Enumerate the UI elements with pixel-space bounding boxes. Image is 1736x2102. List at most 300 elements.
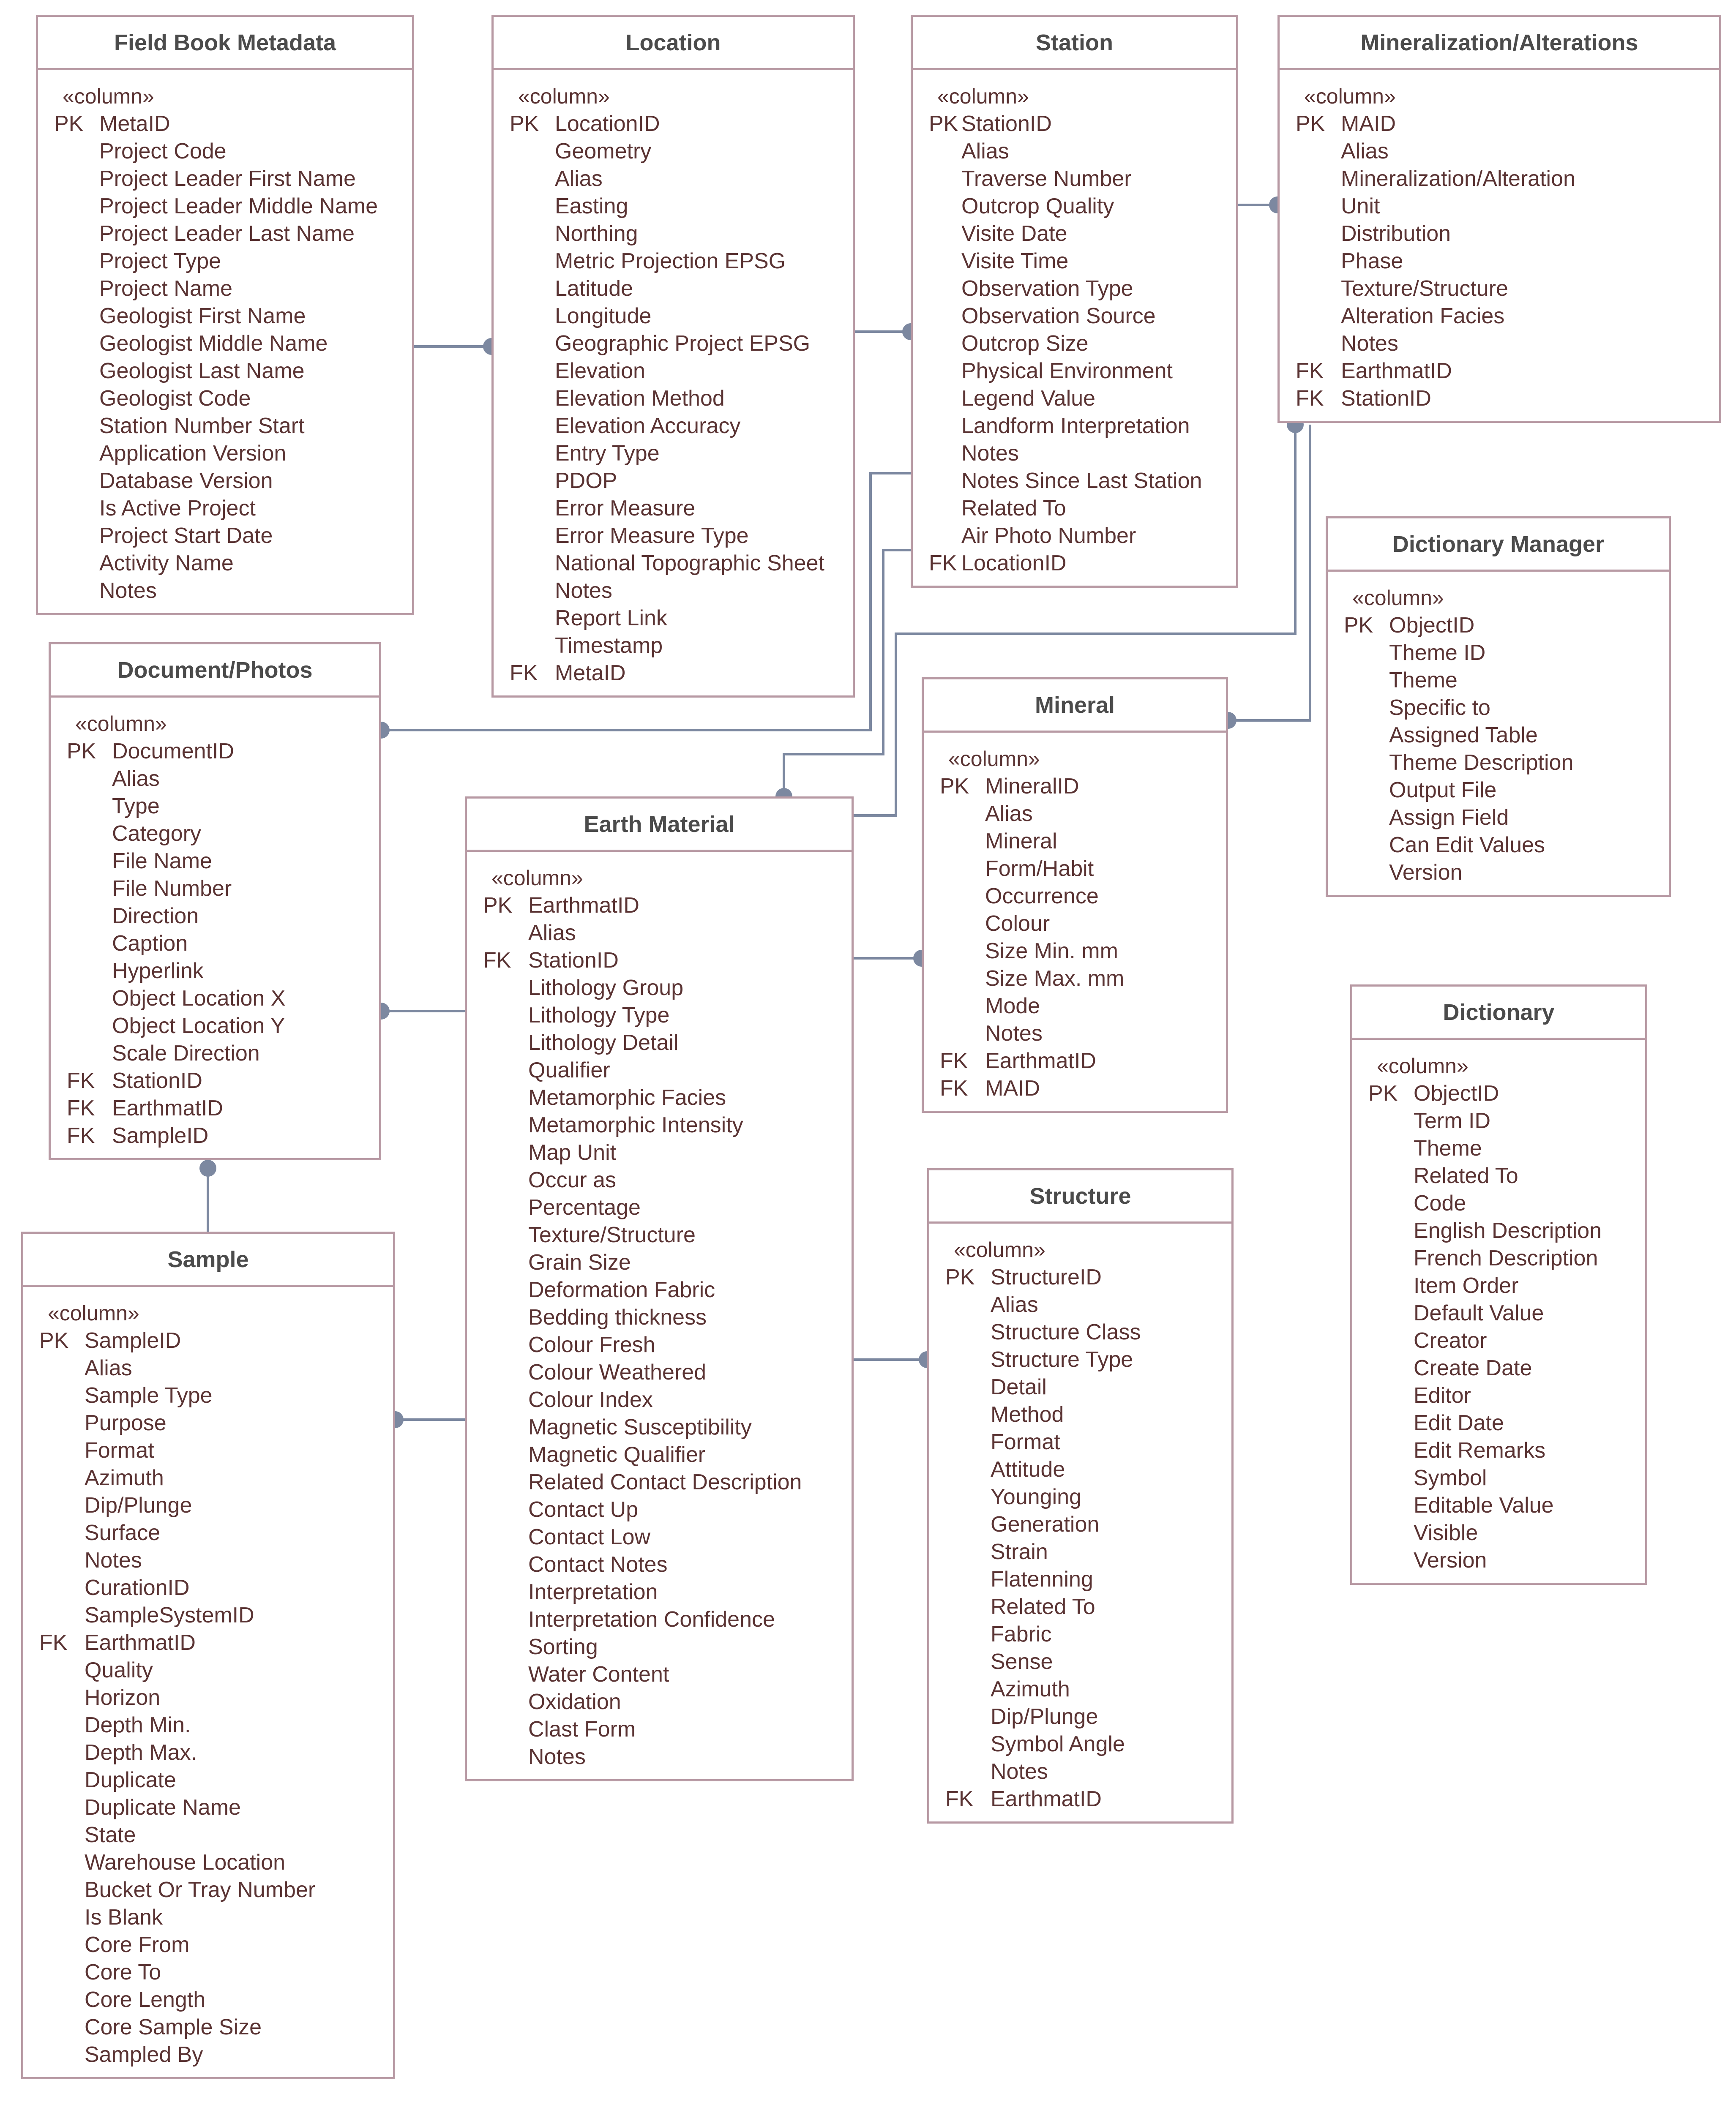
field-name: Geometry xyxy=(555,139,652,164)
field-name: Item Order xyxy=(1414,1273,1519,1298)
key-marker xyxy=(54,303,99,330)
column-row xyxy=(924,855,1226,883)
column-row xyxy=(929,1703,1231,1731)
key-marker xyxy=(39,1437,85,1464)
table-title: Earth Material xyxy=(467,799,852,852)
column-row xyxy=(1280,248,1719,275)
column-row xyxy=(38,577,412,605)
key-marker xyxy=(940,828,985,855)
field-name: Alias xyxy=(528,921,576,945)
column-row xyxy=(1352,1107,1645,1135)
key-marker xyxy=(510,385,555,412)
field-name: Flatenning xyxy=(991,1567,1093,1592)
field-name: Generation xyxy=(991,1512,1100,1537)
field-name: Colour Index xyxy=(528,1388,653,1412)
field-name: Unit xyxy=(1341,194,1380,218)
field-name: Edit Remarks xyxy=(1414,1438,1546,1463)
column-row xyxy=(913,220,1236,248)
column-row xyxy=(467,1194,852,1221)
key-marker xyxy=(1344,804,1389,832)
key-marker: FK xyxy=(945,1787,974,1811)
field-name: PDOP xyxy=(555,469,617,493)
column-row xyxy=(23,1602,393,1629)
column-row xyxy=(51,820,379,848)
table-columns xyxy=(913,70,1236,586)
key-marker xyxy=(929,330,961,357)
column-row xyxy=(1352,1272,1645,1300)
column-row xyxy=(467,1029,852,1057)
column-row xyxy=(1280,357,1719,385)
field-name: EarthmatID xyxy=(85,1630,196,1655)
field-name: Version xyxy=(1389,860,1463,885)
column-row xyxy=(929,1291,1231,1319)
column-row xyxy=(494,440,853,467)
key-marker xyxy=(1368,1464,1414,1492)
key-marker: PK xyxy=(67,739,96,763)
column-row xyxy=(467,1139,852,1167)
table-docphotos xyxy=(49,642,381,1160)
key-marker xyxy=(929,138,961,165)
key-marker xyxy=(67,793,112,820)
key-marker: FK xyxy=(510,661,538,685)
key-marker xyxy=(945,1538,991,1566)
key-marker: PK xyxy=(945,1265,975,1290)
key-marker xyxy=(483,1359,528,1386)
table-columns xyxy=(1352,1040,1645,1583)
key-marker xyxy=(945,1648,991,1676)
field-name: Format xyxy=(85,1438,154,1463)
column-row xyxy=(51,1067,379,1095)
field-name: Term ID xyxy=(1414,1109,1490,1133)
field-name: Easting xyxy=(555,194,628,218)
key-marker xyxy=(510,330,555,357)
column-row xyxy=(51,765,379,793)
column-row xyxy=(924,992,1226,1020)
table-sample xyxy=(21,1232,395,2079)
field-name: Metamorphic Facies xyxy=(528,1085,726,1110)
key-marker: PK xyxy=(510,112,539,136)
key-marker xyxy=(929,440,961,467)
field-name: Duplicate xyxy=(85,1768,176,1792)
field-name: Fabric xyxy=(991,1622,1052,1647)
column-row xyxy=(1352,1162,1645,1190)
column-row xyxy=(23,1821,393,1849)
field-name: Metamorphic Intensity xyxy=(528,1113,743,1137)
key-marker xyxy=(929,522,961,550)
field-name: DocumentID xyxy=(112,739,234,763)
column-row xyxy=(467,1661,852,1688)
column-stereotype: «column» xyxy=(518,85,610,108)
field-name: Database Version xyxy=(99,469,273,493)
field-name: Geologist Last Name xyxy=(99,359,305,383)
field-name: Station Number Start xyxy=(99,414,305,438)
field-name: Notes xyxy=(99,578,157,603)
key-marker xyxy=(483,1084,528,1112)
column-row xyxy=(494,275,853,303)
column-row xyxy=(1352,1464,1645,1492)
field-name: Oxidation xyxy=(528,1690,621,1714)
field-name: MineralID xyxy=(985,774,1079,799)
column-row xyxy=(467,947,852,974)
key-marker xyxy=(483,1167,528,1194)
key-marker xyxy=(1368,1300,1414,1327)
field-name: Bedding thickness xyxy=(528,1305,707,1330)
field-name: Scale Direction xyxy=(112,1041,260,1066)
field-name: Geographic Project EPSG xyxy=(555,331,811,356)
key-marker xyxy=(67,902,112,930)
key-marker: FK xyxy=(940,1049,968,1073)
field-name: Physical Environment xyxy=(961,359,1173,383)
key-marker xyxy=(39,1959,85,1986)
key-marker xyxy=(483,1716,528,1743)
column-row xyxy=(1328,777,1669,804)
field-name: Detail xyxy=(991,1375,1047,1399)
key-marker xyxy=(929,220,961,248)
field-name: Project Type xyxy=(99,249,221,273)
field-name: Type xyxy=(112,794,160,818)
column-row xyxy=(929,1731,1231,1758)
field-name: Lithology Detail xyxy=(528,1031,679,1055)
key-marker: FK xyxy=(39,1630,68,1655)
table-station xyxy=(911,15,1238,588)
column-row xyxy=(467,1743,852,1771)
field-name: Colour Fresh xyxy=(528,1333,655,1357)
key-marker xyxy=(1368,1272,1414,1300)
column-row xyxy=(1328,667,1669,694)
connector-end-dot xyxy=(199,1160,216,1177)
column-row xyxy=(51,1095,379,1122)
column-row xyxy=(467,1386,852,1414)
field-name: Quality xyxy=(85,1658,153,1682)
key-marker xyxy=(67,957,112,985)
field-name: Sampled By xyxy=(85,2042,203,2067)
column-row xyxy=(38,165,412,193)
key-marker: FK xyxy=(67,1123,95,1148)
field-name: Elevation Method xyxy=(555,386,725,411)
column-row xyxy=(924,828,1226,855)
key-marker xyxy=(483,1112,528,1139)
table-mineral xyxy=(922,677,1228,1113)
column-row xyxy=(23,1684,393,1712)
field-name: Method xyxy=(991,1402,1064,1427)
field-name: Specific to xyxy=(1389,695,1490,720)
column-row xyxy=(929,1511,1231,1538)
column-row xyxy=(467,892,852,919)
key-marker xyxy=(929,412,961,440)
field-name: Editable Value xyxy=(1414,1493,1554,1518)
column-row xyxy=(494,193,853,220)
column-row xyxy=(1352,1382,1645,1410)
column-row xyxy=(913,467,1236,495)
field-name: Surface xyxy=(85,1521,161,1545)
key-marker xyxy=(67,765,112,793)
field-name: Traverse Number xyxy=(961,166,1132,191)
column-row xyxy=(494,605,853,632)
key-marker xyxy=(945,1291,991,1319)
column-row xyxy=(51,902,379,930)
column-row xyxy=(929,1264,1231,1291)
key-marker xyxy=(39,1986,85,2014)
field-name: Outcrop Size xyxy=(961,331,1089,356)
table-mineralization xyxy=(1277,15,1721,423)
relationship-earthmat-mineral xyxy=(854,950,930,967)
key-marker: PK xyxy=(1368,1081,1398,1106)
field-name: Geologist Code xyxy=(99,386,251,411)
column-row xyxy=(494,660,853,687)
key-marker xyxy=(483,1304,528,1331)
column-row xyxy=(51,1012,379,1040)
key-marker xyxy=(39,2014,85,2041)
table-columns xyxy=(1280,70,1719,421)
table-dictionary xyxy=(1350,984,1647,1585)
column-row xyxy=(23,2014,393,2041)
key-marker: FK xyxy=(67,1069,95,1093)
key-marker xyxy=(510,467,555,495)
field-name: Contact Low xyxy=(528,1525,651,1549)
key-marker xyxy=(945,1456,991,1483)
key-marker xyxy=(1344,667,1389,694)
key-marker xyxy=(929,275,961,303)
field-name: Azimuth xyxy=(991,1677,1070,1701)
column-row xyxy=(494,632,853,660)
field-name: Creator xyxy=(1414,1328,1487,1353)
key-marker xyxy=(945,1566,991,1593)
table-title: Structure xyxy=(929,1170,1231,1224)
key-marker xyxy=(1344,832,1389,859)
table-structure xyxy=(927,1168,1234,1824)
column-row xyxy=(23,1629,393,1657)
field-name: EarthmatID xyxy=(528,893,639,918)
table-title: Location xyxy=(494,17,853,70)
key-marker xyxy=(39,1821,85,1849)
field-name: Project Leader Last Name xyxy=(99,221,355,246)
key-marker: PK xyxy=(1344,613,1373,638)
column-row xyxy=(467,1002,852,1029)
column-row xyxy=(494,385,853,412)
field-name: Clast Form xyxy=(528,1717,636,1742)
column-row xyxy=(913,193,1236,220)
field-name: Object Location Y xyxy=(112,1014,285,1038)
column-row xyxy=(51,1122,379,1150)
column-row xyxy=(929,1758,1231,1786)
field-name: CurationID xyxy=(85,1576,190,1600)
key-marker xyxy=(483,1221,528,1249)
key-marker xyxy=(1296,165,1341,193)
key-marker xyxy=(483,1386,528,1414)
field-name: Hyperlink xyxy=(112,959,204,983)
key-marker xyxy=(1344,749,1389,777)
field-name: Notes xyxy=(961,441,1019,466)
field-name: Notes Since Last Station xyxy=(961,469,1202,493)
column-row xyxy=(1352,1135,1645,1162)
key-marker xyxy=(945,1319,991,1346)
field-name: French Description xyxy=(1414,1246,1598,1270)
column-row xyxy=(51,957,379,985)
column-row xyxy=(913,522,1236,550)
key-marker xyxy=(54,495,99,522)
key-marker xyxy=(39,1519,85,1547)
column-row xyxy=(23,1492,393,1519)
key-marker xyxy=(483,1661,528,1688)
column-row xyxy=(23,1876,393,1904)
table-columns xyxy=(494,70,853,695)
key-marker xyxy=(510,412,555,440)
column-stereotype: «column» xyxy=(491,866,583,890)
key-marker xyxy=(510,495,555,522)
column-row xyxy=(51,1040,379,1067)
column-stereotype: «column» xyxy=(1304,85,1396,108)
field-name: Sorting xyxy=(528,1635,598,1659)
field-name: Direction xyxy=(112,904,199,928)
column-row xyxy=(924,883,1226,910)
key-marker xyxy=(39,1931,85,1959)
field-name: Alias xyxy=(991,1292,1038,1317)
column-row xyxy=(929,1429,1231,1456)
key-marker: PK xyxy=(1296,112,1325,136)
column-row xyxy=(51,985,379,1012)
column-row xyxy=(913,412,1236,440)
field-name: Alias xyxy=(112,766,160,791)
key-marker xyxy=(510,303,555,330)
key-marker xyxy=(483,1331,528,1359)
column-row xyxy=(38,248,412,275)
field-name: Notes xyxy=(1341,331,1398,356)
field-name: Notes xyxy=(985,1021,1043,1046)
column-row xyxy=(467,1167,852,1194)
key-marker xyxy=(510,275,555,303)
column-row xyxy=(1280,110,1719,138)
column-row xyxy=(929,1483,1231,1511)
column-row xyxy=(929,1621,1231,1648)
column-row xyxy=(1328,859,1669,886)
column-row xyxy=(929,1676,1231,1703)
column-row xyxy=(467,1112,852,1139)
field-name: Application Version xyxy=(99,441,287,466)
field-name: SampleID xyxy=(112,1123,209,1148)
column-row xyxy=(1280,193,1719,220)
field-name: Lithology Type xyxy=(528,1003,670,1028)
column-row xyxy=(1352,1437,1645,1464)
key-marker xyxy=(1368,1519,1414,1547)
key-marker xyxy=(483,1057,528,1084)
key-marker xyxy=(54,412,99,440)
key-marker xyxy=(483,1139,528,1167)
key-marker xyxy=(1296,220,1341,248)
field-name: Related To xyxy=(1414,1164,1518,1188)
key-marker xyxy=(39,1739,85,1767)
key-marker xyxy=(510,193,555,220)
field-name: Depth Min. xyxy=(85,1713,191,1737)
column-row xyxy=(467,1606,852,1633)
column-row xyxy=(929,1319,1231,1346)
key-marker xyxy=(945,1401,991,1429)
field-name: Is Blank xyxy=(85,1905,163,1930)
field-name: Observation Type xyxy=(961,276,1133,301)
column-row xyxy=(38,193,412,220)
key-marker xyxy=(483,1469,528,1496)
key-marker xyxy=(1368,1217,1414,1245)
key-marker xyxy=(945,1758,991,1786)
field-name: Theme xyxy=(1389,668,1458,692)
field-name: Project Leader First Name xyxy=(99,166,356,191)
column-row xyxy=(467,1688,852,1716)
key-marker xyxy=(39,1574,85,1602)
field-name: File Name xyxy=(112,849,212,873)
column-row xyxy=(1352,1217,1645,1245)
field-name: File Number xyxy=(112,876,232,901)
key-marker xyxy=(39,2041,85,2069)
key-marker xyxy=(39,1492,85,1519)
field-name: Air Photo Number xyxy=(961,523,1136,548)
key-marker xyxy=(940,910,985,938)
column-row xyxy=(929,1566,1231,1593)
field-name: Landform Interpretation xyxy=(961,414,1190,438)
field-name: Northing xyxy=(555,221,638,246)
column-row xyxy=(23,1464,393,1492)
column-row xyxy=(1352,1410,1645,1437)
field-name: EarthmatID xyxy=(985,1049,1096,1073)
field-name: Geologist Middle Name xyxy=(99,331,328,356)
field-name: Project Start Date xyxy=(99,523,273,548)
field-name: Magnetic Qualifier xyxy=(528,1442,706,1467)
field-name: Notes xyxy=(991,1759,1048,1784)
column-row xyxy=(1280,138,1719,165)
relationship-earthmat-docphotos xyxy=(373,1003,465,1020)
field-name: Notes xyxy=(555,578,612,603)
table-columns xyxy=(1328,572,1669,895)
column-row xyxy=(467,1414,852,1441)
field-name: Default Value xyxy=(1414,1301,1544,1325)
key-marker xyxy=(1368,1492,1414,1519)
key-marker: PK xyxy=(483,893,513,918)
column-row xyxy=(467,1469,852,1496)
field-name: Elevation xyxy=(555,359,645,383)
key-marker xyxy=(945,1346,991,1374)
key-marker xyxy=(929,467,961,495)
field-name: Core From xyxy=(85,1933,190,1957)
key-marker xyxy=(39,1410,85,1437)
column-stereotype: «column» xyxy=(75,712,167,736)
key-marker xyxy=(1296,193,1341,220)
key-marker xyxy=(510,248,555,275)
key-marker xyxy=(483,1551,528,1579)
field-name: SampleID xyxy=(85,1328,181,1353)
key-marker xyxy=(483,1688,528,1716)
field-name: Category xyxy=(112,821,201,846)
column-row xyxy=(38,357,412,385)
column-row xyxy=(38,110,412,138)
key-marker: PK xyxy=(54,112,84,136)
key-marker xyxy=(39,1849,85,1876)
key-marker xyxy=(483,1524,528,1551)
field-name: Magnetic Susceptibility xyxy=(528,1415,752,1440)
column-row xyxy=(913,385,1236,412)
column-row xyxy=(1328,832,1669,859)
column-row xyxy=(467,1221,852,1249)
field-name: Legend Value xyxy=(961,386,1096,411)
column-row xyxy=(1328,804,1669,832)
column-row xyxy=(929,1401,1231,1429)
column-row xyxy=(1328,639,1669,667)
field-name: Bucket Or Tray Number xyxy=(85,1878,316,1902)
key-marker xyxy=(1296,330,1341,357)
column-row xyxy=(23,1739,393,1767)
key-marker: FK xyxy=(483,948,511,973)
key-marker xyxy=(945,1374,991,1401)
column-row xyxy=(494,165,853,193)
key-marker xyxy=(483,1414,528,1441)
field-name: MetaID xyxy=(99,112,170,136)
